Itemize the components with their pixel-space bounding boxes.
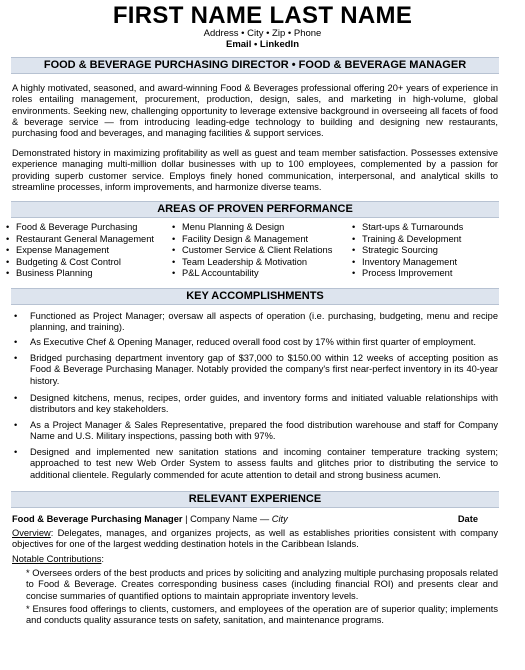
links-line: Email • LinkedIn [225,39,299,50]
accomplishment-text: Designed and implemented new sanitation stations and incoming container temperature tracking system; approached to test new Web Order System to assess faults and glitches prior to distributing the service to additional clientele. Regularly commended for acute attention to detail and strong business acumen. [30,447,498,480]
company-name: Company Name — [190,514,272,524]
job-header [12,514,498,526]
skills-column-2 [172,222,332,280]
experience-heading: RELEVANT EXPERIENCE [11,491,499,508]
accomplishment-text: Functioned as Project Manager; oversaw all aspects of operation (i.e. purchasing, budgeting, menu and recipe planning, and training). [30,311,498,333]
bullet: • [14,337,18,347]
bullet: • [14,353,18,363]
skill-item: • Expense Management [6,245,154,257]
contribution-item: * Oversees orders of the best products and prices by soliciting and analyzing multiple purchasing proposals related to Food & Beverage. Creates corresponding business cases (including financial ROI) and presents clear and concise summaries of quantified options to maintain appropriate inventory levels. [26,568,498,601]
accomplishment-text: Bridged purchasing department inventory gap of $37,000 to $150.00 within 12 weeks of accepting position as Food & Beverage Purchasing Manager. Notably provided the company's first near-perfect inventory in its 40-year history. [30,353,498,386]
bullet: • [14,447,18,457]
accomplishment-item [10,311,498,334]
summary-paragraph-2: Demonstrated history in maximizing profitability as well as guest and team member satisfaction. Possesses extensive experience managing multi-million dollar businesses with up to 100 employees, complemented by a passion for providing superb customer service. Employs finely honed communication, interpersonal, and analytical skills to streamline processes, inform improvements, and harmonize diverse teams. [12,148,498,192]
skill-item: • Budgeting & Cost Control [6,257,154,269]
skills-column-1 [6,222,154,280]
skill-item: • P&L Accountability [172,268,332,280]
separator: | [182,514,191,524]
skill-item: • Start-ups & Turnarounds [352,222,463,234]
accomplishment-text: As Executive Chef & Opening Manager, reduced overall food cost by 17% within first quarter of employment. [30,337,476,347]
summary-paragraph-1: A highly motivated, seasoned, and award-winning Food & Beverages professional offering 20+ years of experience in roles entailing management, procurement, production, design, sales, and marketing in high-volume, global environments. Seeking new, challenging opportunity to leverage extensive background in overseeing all facets of food & beverage service — from introducing leading-edge technology to building and designing new restaurants, purchasing food and beverages, and managing facilities & support services. [12,83,498,139]
skill-item: • Process Improvement [352,268,463,280]
accomplishment-text: As a Project Manager & Sales Representative, prepared the food distribution warehouse and staff for Company Name and U.S. Military inspections, passing both with 97%. [30,420,498,442]
skill-item: • Team Leadership & Motivation [172,257,332,269]
job-city: City [271,514,288,524]
accomplishment-item [10,337,498,348]
skill-item: • Facility Design & Management [172,234,332,246]
accomplishment-item [10,393,498,416]
candidate-name: FIRST NAME LAST NAME [112,2,413,29]
bullet: • [14,311,18,321]
accomplishments-heading: KEY ACCOMPLISHMENTS [11,288,499,305]
accomplishment-item [10,447,498,481]
contact-line: Address • City • Zip • Phone [203,28,322,39]
contributions-label-line [12,554,498,565]
overview-label: Overview [12,528,51,538]
contribution-item: * Ensures food offerings to clients, customers, and employees of the operation are of superior quality; implements and conducts quality assurance tests on safety, sanitation, and maintenance programs. [26,604,498,626]
bullet: • [14,393,18,403]
overview [12,528,498,551]
job-date: Date [457,514,478,524]
skill-item: • Business Planning [6,268,154,280]
title-bar: FOOD & BEVERAGE PURCHASING DIRECTOR • FOOD & BEVERAGE MANAGER [11,57,499,74]
skill-item: • Menu Planning & Design [172,222,332,234]
contributions-label: Notable Contributions [12,554,102,564]
accomplishment-item [10,353,498,387]
overview-text: : Delegates, manages, and organizes projects, as well as establishes priorities consistent with company objectives for one of the largest wedding destination hotels in the Caribbean Islands. [12,528,498,550]
job-title: Food & Beverage Purchasing Manager [12,514,183,524]
skills-column-3 [352,222,463,280]
accomplishment-text: Designed kitchens, menus, recipes, order guides, and inventory forms and initiated valuable relationships with distributors and key stakeholders. [30,393,498,415]
skill-item: • Customer Service & Client Relations [172,245,332,257]
skill-item: • Strategic Sourcing [352,245,463,257]
skill-item: • Food & Beverage Purchasing [6,222,154,234]
skill-item: • Training & Development [352,234,463,246]
areas-heading: AREAS OF PROVEN PERFORMANCE [11,201,499,218]
bullet: • [14,420,18,430]
skill-item: • Inventory Management [352,257,463,269]
accomplishment-item [10,420,498,443]
contributions-colon: : [101,554,104,564]
skill-item: • Restaurant General Management [6,234,154,246]
